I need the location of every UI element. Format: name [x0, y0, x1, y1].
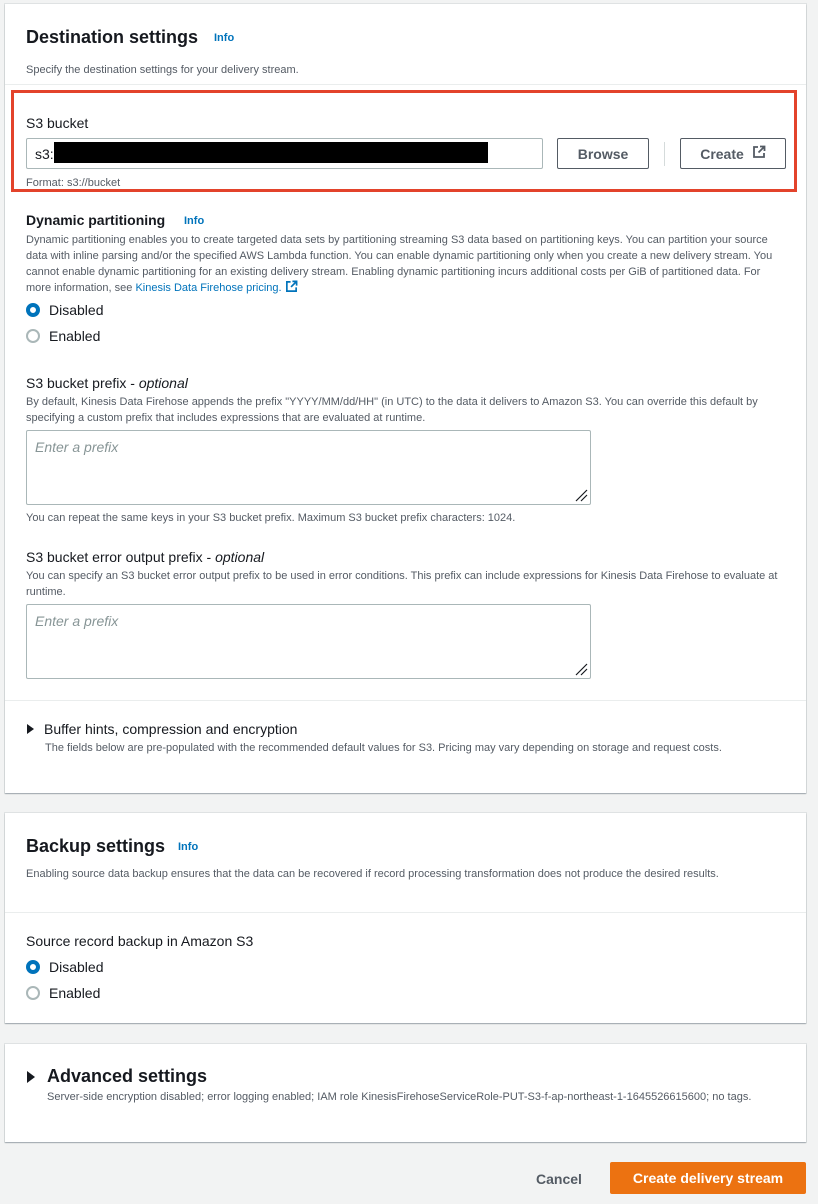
backup-description: Enabling source data backup ensures that the data can be recovered if record processing transformation does not produce the desired results.: [26, 868, 719, 880]
prefix-hint: You can repeat the same keys in your S3 bucket prefix. Maximum S3 bucket prefix characters: 1024.: [26, 512, 516, 524]
radio-unchecked[interactable]: [26, 329, 40, 343]
advanced-settings-title: Advanced settings: [47, 1066, 208, 1086]
advanced-settings-panel: [5, 1044, 806, 1142]
prefix-textarea[interactable]: [26, 430, 591, 505]
dynamic-partitioning-disabled-option[interactable]: [26, 302, 103, 318]
resize-grip-icon[interactable]: [574, 488, 588, 502]
dynamic-partitioning-info-link[interactable]: Info: [184, 215, 205, 227]
pricing-link[interactable]: Kinesis Data Firehose pricing.: [135, 282, 282, 294]
radio-checked[interactable]: [26, 960, 40, 974]
caret-right-icon: [27, 724, 34, 734]
error-prefix-label: [26, 549, 264, 565]
radio-label-disabled: Disabled: [49, 302, 104, 318]
radio-label-enabled: Enabled: [49, 985, 101, 1001]
redacted-bucket-name: [54, 142, 488, 163]
dynamic-partitioning-text: Dynamic partitioning enables you to create targeted data sets by partitioning streaming S3 data based on partitioning keys. You can partition your source data with inline parsing and/or the specified AWS Lambda function. You can enable dynamic partitioning only when you create a new delivery stream. You cannot enable dynamic partitioning for an existing delivery stream. Enabling dynamic partitioning incurs additional costs per GiB of partitioned data. For more information, see: [26, 234, 773, 294]
backup-info-link[interactable]: Info: [178, 841, 199, 853]
create-button-label: Create: [700, 145, 744, 162]
highlight-box: [11, 90, 797, 192]
create-delivery-stream-button[interactable]: Create delivery stream: [610, 1162, 806, 1194]
error-prefix-placeholder: Enter a prefix: [35, 613, 119, 629]
backup-enabled-option[interactable]: [26, 985, 100, 1001]
prefix-label: [26, 375, 188, 391]
prefix-description: By default, Kinesis Data Firehose appends the prefix "YYYY/MM/dd/HH" (in UTC) to the data it delivers to Amazon S3. You can override this default by specifying a custom prefix that includes expressions that are evaluated at runtime.: [26, 396, 758, 424]
caret-right-icon: [27, 1071, 35, 1083]
backup-disabled-option[interactable]: [26, 959, 103, 975]
divider: [5, 912, 806, 913]
error-prefix-textarea[interactable]: [26, 604, 591, 679]
prefix-placeholder: Enter a prefix: [35, 439, 119, 455]
source-record-backup-label: Source record backup in Amazon S3: [26, 933, 254, 949]
prefix-optional: optional: [138, 375, 188, 391]
dynamic-partitioning-enabled-option[interactable]: [26, 328, 100, 344]
dynamic-partitioning-label: Dynamic partitioning: [26, 212, 166, 228]
destination-description: Specify the destination settings for your delivery stream.: [26, 64, 299, 76]
error-prefix-label-text: S3 bucket error output prefix -: [26, 549, 216, 565]
buffer-hints-description: The fields below are pre-populated with the recommended default values for S3. Pricing may vary depending on storage and request costs.: [45, 742, 722, 754]
radio-unchecked[interactable]: [26, 986, 40, 1000]
radio-label-enabled: Enabled: [49, 328, 101, 344]
backup-settings-panel: [5, 813, 806, 1023]
s3-format-hint: Format: s3://bucket: [26, 177, 121, 189]
buffer-hints-label: Buffer hints, compression and encryption: [44, 721, 298, 737]
divider: [5, 84, 806, 85]
browse-button-label: Browse: [577, 145, 629, 162]
cancel-button[interactable]: Cancel: [536, 1171, 582, 1187]
divider: [5, 700, 806, 701]
radio-label-disabled: Disabled: [49, 959, 104, 975]
s3-bucket-value: s3:: [35, 146, 54, 162]
buffer-hints-expander[interactable]: [27, 721, 297, 737]
advanced-settings-summary: Server-side encryption disabled; error logging enabled; IAM role KinesisFirehoseServiceRole-PUT-S3-f-ap-northeast-1-1645526615600; no tags.: [47, 1091, 752, 1103]
error-prefix-description: You can specify an S3 bucket error output prefix to be used in error conditions. This prefix can include expressions for Kinesis Data Firehose to evaluate at runtime.: [26, 570, 778, 598]
error-prefix-optional: optional: [215, 549, 265, 565]
destination-info-link[interactable]: Info: [214, 32, 235, 44]
resize-grip-icon[interactable]: [574, 662, 588, 676]
pricing-external-link-icon: [285, 280, 298, 298]
advanced-settings-expander[interactable]: [27, 1066, 207, 1087]
prefix-label-text: S3 bucket prefix -: [26, 375, 139, 391]
destination-settings-title: Destination settings: [26, 27, 199, 47]
dynamic-partitioning-description: [26, 232, 786, 298]
backup-settings-title: Backup settings: [26, 836, 166, 856]
radio-checked[interactable]: [26, 303, 40, 317]
s3-bucket-label: S3 bucket: [26, 115, 89, 131]
